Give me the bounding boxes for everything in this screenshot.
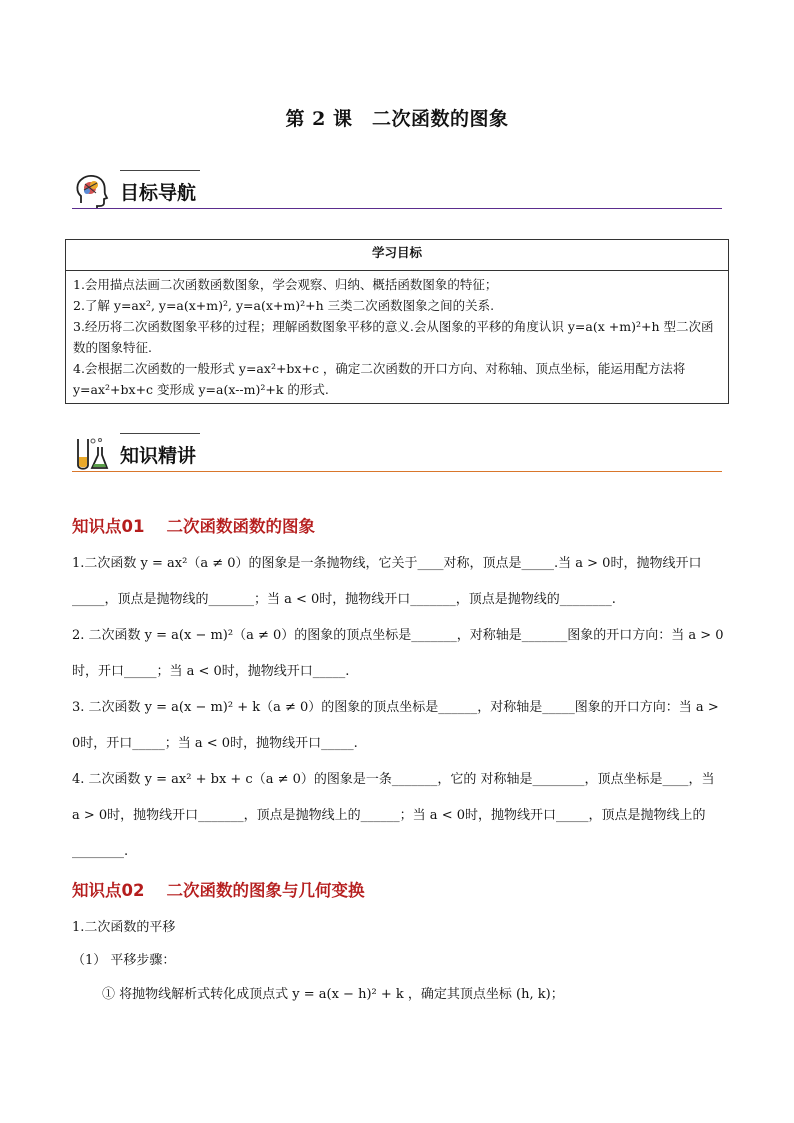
kp-number: 知识点01 bbox=[72, 517, 145, 536]
knowledge-point-02-title bbox=[72, 877, 364, 901]
kp2-subheading: 1.二次函数的平移 bbox=[72, 920, 176, 935]
kp2-step-heading: （1） 平移步骤： bbox=[72, 953, 176, 968]
section-header-goals bbox=[72, 170, 722, 210]
knowledge-point-01-body bbox=[72, 546, 724, 870]
section-header-knowledge bbox=[72, 433, 722, 473]
kp1-item-1: 1.二次函数 y = ax²（a ≠ 0）的图象是一条抛物线，它关于____对称，顶点是_____.当 a > 0时，抛物线开口_____，顶点是抛物线的_______；当 a < 0时，抛物线开口_______，顶点是抛物线的________. bbox=[72, 556, 702, 607]
goal-item: 4.会根据二次函数的一般形式 y=ax²+bx+c ，确定二次函数的开口方向、对称轴、顶点坐标，能运用配方法将 y=ax²+bx+c 变形成 y=a(x--m)²+k 的形式. bbox=[73, 361, 686, 397]
kp-name: 二次函数函数的图象 bbox=[166, 517, 315, 536]
goal-item: 3.经历将二次函数图象平移的过程；理解函数图象平移的意义.会从图象的平移的角度认识 y=a(x +m)²+h 型二次函数的图象特征. bbox=[73, 319, 714, 355]
goal-item: 1.会用描点法画二次函数函数图象，学会观察、归纳、概括函数图象的特征； bbox=[73, 277, 498, 292]
table-header: 学习目标 bbox=[66, 240, 729, 271]
knowledge-point-01-title bbox=[72, 513, 315, 537]
kp-name: 二次函数的图象与几何变换 bbox=[166, 881, 365, 900]
learning-goals-table bbox=[65, 239, 729, 404]
kp1-item-3: 3. 二次函数 y = a(x − m)² + k（a ≠ 0）的图象的顶点坐标是______，对称轴是_____图象的开口方向：当 a > 0时，开口_____；当 a < 0时，抛物线开口_____. bbox=[72, 700, 719, 751]
goals-cell bbox=[66, 271, 729, 404]
section-title-knowledge: 知识精讲 bbox=[120, 445, 197, 467]
head-brain-icon bbox=[72, 172, 110, 210]
section-title-goals: 目标导航 bbox=[120, 182, 197, 204]
goal-item: 2.了解 y=ax², y=a(x+m)², y=a(x+m)²+h 三类二次函数图象之间的关系. bbox=[73, 298, 495, 313]
lab-flask-icon bbox=[72, 435, 110, 473]
kp-number: 知识点02 bbox=[72, 881, 145, 900]
kp1-item-4: 4. 二次函数 y = ax² + bx + c（a ≠ 0）的图象是一条_______，它的 对称轴是________，顶点坐标是____，当 a > 0时，抛物线开口_______，顶点是抛物线上的______；当 a < 0时，抛物线开口_____，顶点是抛物线上的________. bbox=[72, 772, 715, 859]
page-title: 第 2 课 二次函数的图象 bbox=[285, 108, 509, 130]
kp2-step-1: ① 将抛物线解析式转化成顶点式 y = a(x − h)² + k ，确定其顶点坐标 (h, k)； bbox=[102, 987, 564, 1002]
kp1-item-2: 2. 二次函数 y = a(x − m)²（a ≠ 0）的图象的顶点坐标是_______，对称轴是_______图象的开口方向：当 a > 0时，开口_____；当 a < 0时，抛物线开口_____. bbox=[72, 628, 724, 679]
